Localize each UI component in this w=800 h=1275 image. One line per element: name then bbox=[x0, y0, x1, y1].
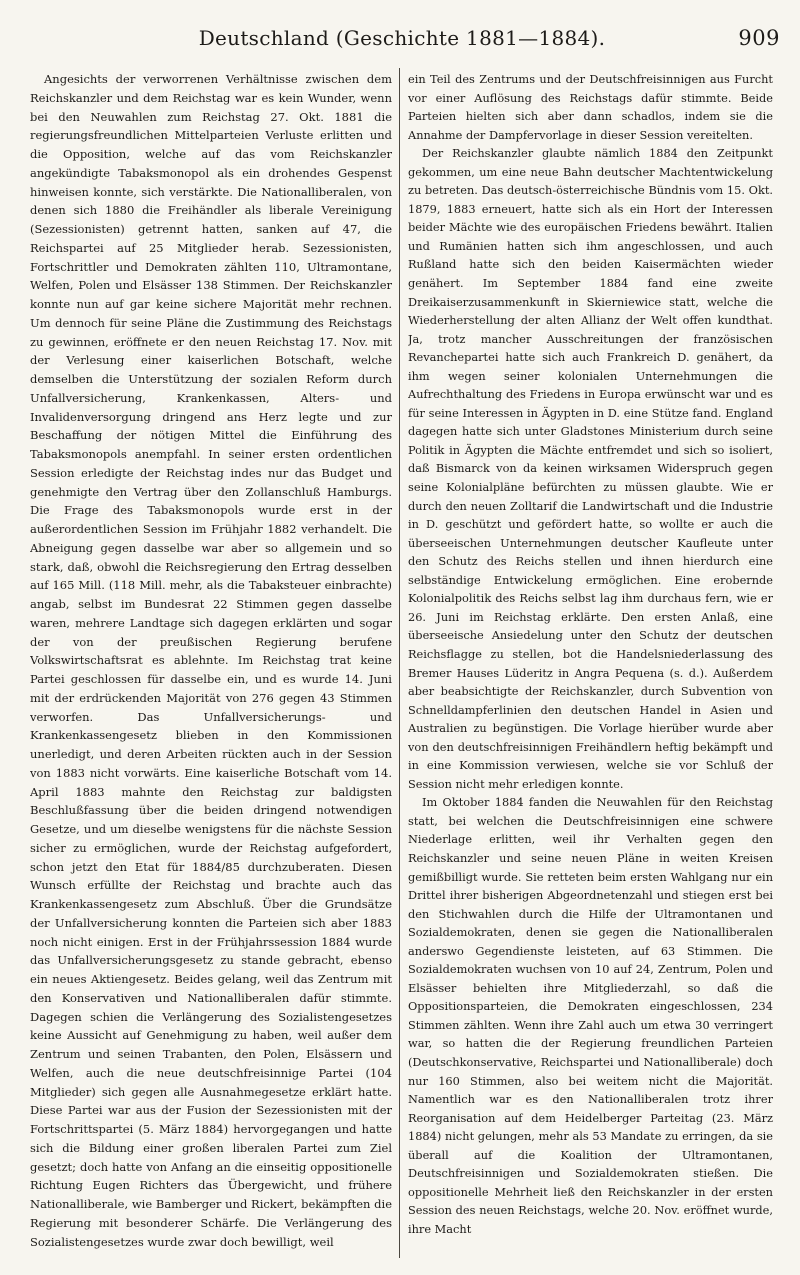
right-paragraph-1: ein Teil des Zentrums und der Deutschfreisinnigen aus Furcht vor einer Auflösung des Reichstags dafür stimmte. Beide Parteien hielten sich aber dann schadlos, indem sie die Annahme der Dampfervorlage in dieser Session vereitelten. bbox=[408, 72, 773, 142]
right-column bbox=[408, 70, 773, 1260]
right-paragraph-3: Im Oktober 1884 fanden die Neuwahlen für den Reichstag statt, bei welchen die Deutschfreisinnigen eine schwere Niederlage erlitten, weil ihr Verhalten gegen den Reichskanzler und seine neuen Pläne in weiten Kreisen gemißbilligt wurde. Sie retteten beim ersten Wahlgang nur ein Drittel ihrer bisherigen Abgeordnetenzahl und stiegen erst bei den Stichwahlen durch die Hilfe der Ultramontanen und Sozialdemokraten, denen sie gegen die Nationalliberalen anderswo Gegendienste leisteten, auf 63 Stimmen. Die Sozialdemokraten wuchsen von 10 auf 24, Zentrum, Polen und Elsässer behielten ihre Mitgliederzahl, so daß die Oppositionsparteien, die Demokraten eingeschlossen, 234 Stimmen zählten. Wenn ihre Zahl auch um etwa 30 verringert war, so hatten die der Regierung freundlichen Parteien (Deutschkonservative, Reichspartei und Nationalliberale) doch nur 160 Stimmen, also bei weitem nicht die Majorität. Namentlich war es den Nationalliberalen trotz ihrer Reorganisation auf dem Heidelberger Parteitag (23. März 1884) nicht gelungen, mehr als 53 Mandate zu erringen, da sie überall auf die Koalition der Ultramontanen, Deutschfreisinnigen und Sozialdemokraten stießen. Die oppositionelle Mehrheit ließ den Reichskanzler in der ersten Session des neuen Reichstags, welche 20. Nov. eröffnet wurde, ihre Macht bbox=[408, 795, 773, 1236]
column-divider bbox=[399, 68, 400, 1258]
page-header bbox=[24, 26, 780, 60]
left-paragraph-1: Angesichts der verworrenen Verhältnisse zwischen dem Reichskanzler und dem Reichstag war es kein Wunder, wenn bei den Neuwahlen zum Reichstag 27. Okt. 1881 die regierungsfreundlichen Mittelparteien Verluste erlitten und die Opposition, welche auf das vom Reichskanzler angekündigte Tabaksmonopol als ein drohendes Gespenst hinweisen konnte, sich verstärkte. Die Nationalliberalen, von denen sich 1880 die Freihändler als liberale Vereinigung (Sezessionisten) getrennt hatten, sanken auf 47, die Reichspartei auf 25 Mitglieder herab. Sezessionisten, Fortschrittler und Demokraten zählten 110, Ultramontane, Welfen, Polen und Elsässer 138 Stimmen. Der Reichskanzler konnte nun auf gar keine sichere Majorität mehr rechnen. Um dennoch für seine Pläne die Zustimmung des Reichstags zu gewinnen, eröffnete er den neuen Reichstag 17. Nov. mit der Verlesung einer kaiserlichen Botschaft, welche demselben die Unterstützung der sozialen Reform durch Unfallversicherung, Krankenkassen, Alters- und Invalidenversorgung dringend ans Herz legte und zur Beschaffung der nötigen Mittel die Einführung des Tabaksmonopols anempfahl. In seiner ersten ordentlichen Session erledigte der Reichstag indes nur das Budget und genehmigte den Vertrag über den Zollanschluß Hamburgs. Die Frage des Tabaksmonopols wurde erst in der außerordentlichen Session im Frühjahr 1882 verhandelt. Die Abneigung gegen dasselbe war aber so allgemein und so stark, daß, obwohl die Reichsregierung den Ertrag desselben auf 165 Mill. (118 Mill. mehr, als die Tabaksteuer einbrachte) angab, selbst im Bundesrat 22 Stimmen gegen dasselbe waren, mehrere Landtage sich dagegen erklärten und sogar der von der preußischen Regierung berufene Volkswirtschaftsrat es ablehnte. Im Reichstag trat keine Partei geschlossen für dasselbe ein, und es wurde 14. Juni mit der erdrückenden Majorität von 276 gegen 43 Stimmen verworfen. Das Unfallversicherungs- und Krankenkassengesetz blieben in den Kommissionen unerledigt, und deren Arbeiten rückten auch in der Session von 1883 nicht vorwärts. Eine kaiserliche Botschaft vom 14. April 1883 mahnte den Reichstag zur baldigsten Beschlußfassung über die beiden dringend notwendigen Gesetze, und um dieselbe wenigstens für die nächste Session sicher zu ermöglichen, wurde der Reichstag aufgefordert, schon jetzt den Etat für 1884/85 durchzuberaten. Diesen Wunsch erfüllte der Reichstag und brachte auch das Krankenkassengesetz zum Abschluß. Über die Grundsätze der Unfallversicherung konnten die Parteien sich aber 1883 noch nicht einigen. Erst in der Frühjahrssession 1884 wurde das Unfallversicherungsgesetz zu stande gebracht, ebenso ein neues Aktiengesetz. Beides gelang, weil das Zentrum mit den Konservativen und Nationalliberalen dafür stimmte. Dagegen schien die Verlängerung des Sozialistengesetzes keine Aussicht auf Genehmigung zu haben, weil außer dem Zentrum und seinen Trabanten, den Polen, Elsässern und Welfen, auch die neue deutschfreisinnige Partei (104 Mitglieder) sich gegen alle Ausnahmegesetze erklärt hatte. Diese Partei war aus der Fusion der Sezessionisten mit der Fortschrittspartei (5. März 1884) hervorgegangen und hatte sich die Bildung einer großen liberalen Partei zum Ziel gesetzt; doch hatte von Anfang an die einseitig oppositionelle Richtung Eugen Richters das Übergewicht, und frühere Nationalliberale, wie Bamberger und Rickert, bekämpften die Regierung mit besonderer Schärfe. Die Verlängerung des Sozialistengesetzes wurde zwar doch bewilligt, weil bbox=[30, 72, 392, 1249]
left-column bbox=[30, 70, 392, 1260]
running-title: Deutschland (Geschichte 1881—1884). bbox=[198, 26, 606, 50]
right-paragraph-2: Der Reichskanzler glaubte nämlich 1884 den Zeitpunkt gekommen, um eine neue Bahn deutscher Machtentwickelung zu betreten. Das deutsch-österreichische Bündnis vom 15. Okt. 1879, 1883 erneuert, hatte sich als ein Hort der Interessen beider Mächte wie des europäischen Friedens bewährt. Italien und Rumänien hatten sich ihm angeschlossen, und auch Rußland hatte sich den beiden Kaisermächten wieder genähert. Im September 1884 fand eine zweite Dreikaiserzusammenkunft in Skierniewice statt, welche die Wiederherstellung der alten Allianz der Welt offen kundthat. Ja, trotz mancher Ausschreitungen der französischen Revanchepartei hatte sich auch Frankreich D. genähert, da ihm wegen seiner kolonialen Unternehmungen die Aufrechthaltung des Friedens in Europa erwünscht war und es für seine Interessen in Ägypten in D. eine Stütze fand. England dagegen hatte sich unter Gladstones Ministerium durch seine Politik in Ägypten die Mächte entfremdet und sich so isoliert, daß Bismarck von da keinen wirksamen Widerspruch gegen seine Kolonialpläne befürchten zu müssen glaubte. Wie er durch den neuen Zolltarif die Landwirtschaft und die Industrie in D. geschützt und gefördert hatte, so wollte er auch die überseeischen Unternehmungen deutscher Kaufleute unter den Schutz des Reichs stellen und ihnen hierdurch eine selbständige Entwickelung ermöglichen. Eine erobernde Kolonialpolitik des Reichs selbst lag ihm durchaus fern, wie er 26. Juni im Reichstag erklärte. Den ersten Anlaß, eine überseeische Ansiedelung unter den Schutz der deutschen Reichsflagge zu stellen, bot die Handelsniederlassung des Bremer Hauses Lüderitz in Angra Pequena (s. d.). Außerdem aber beabsichtigte der Reichskanzler, durch Subvention von Schnelldampferlinien den deutschen Handel in Asien und Australien zu begünstigen. Die Vorlage hierüber wurde aber von den deutschfreisinnigen Freihändlern heftig bekämpft und in eine Kommission verwiesen, welche sie vor Schluß der Session nicht mehr erledigen konnte. bbox=[408, 146, 773, 791]
page-number: 909 bbox=[738, 26, 780, 50]
